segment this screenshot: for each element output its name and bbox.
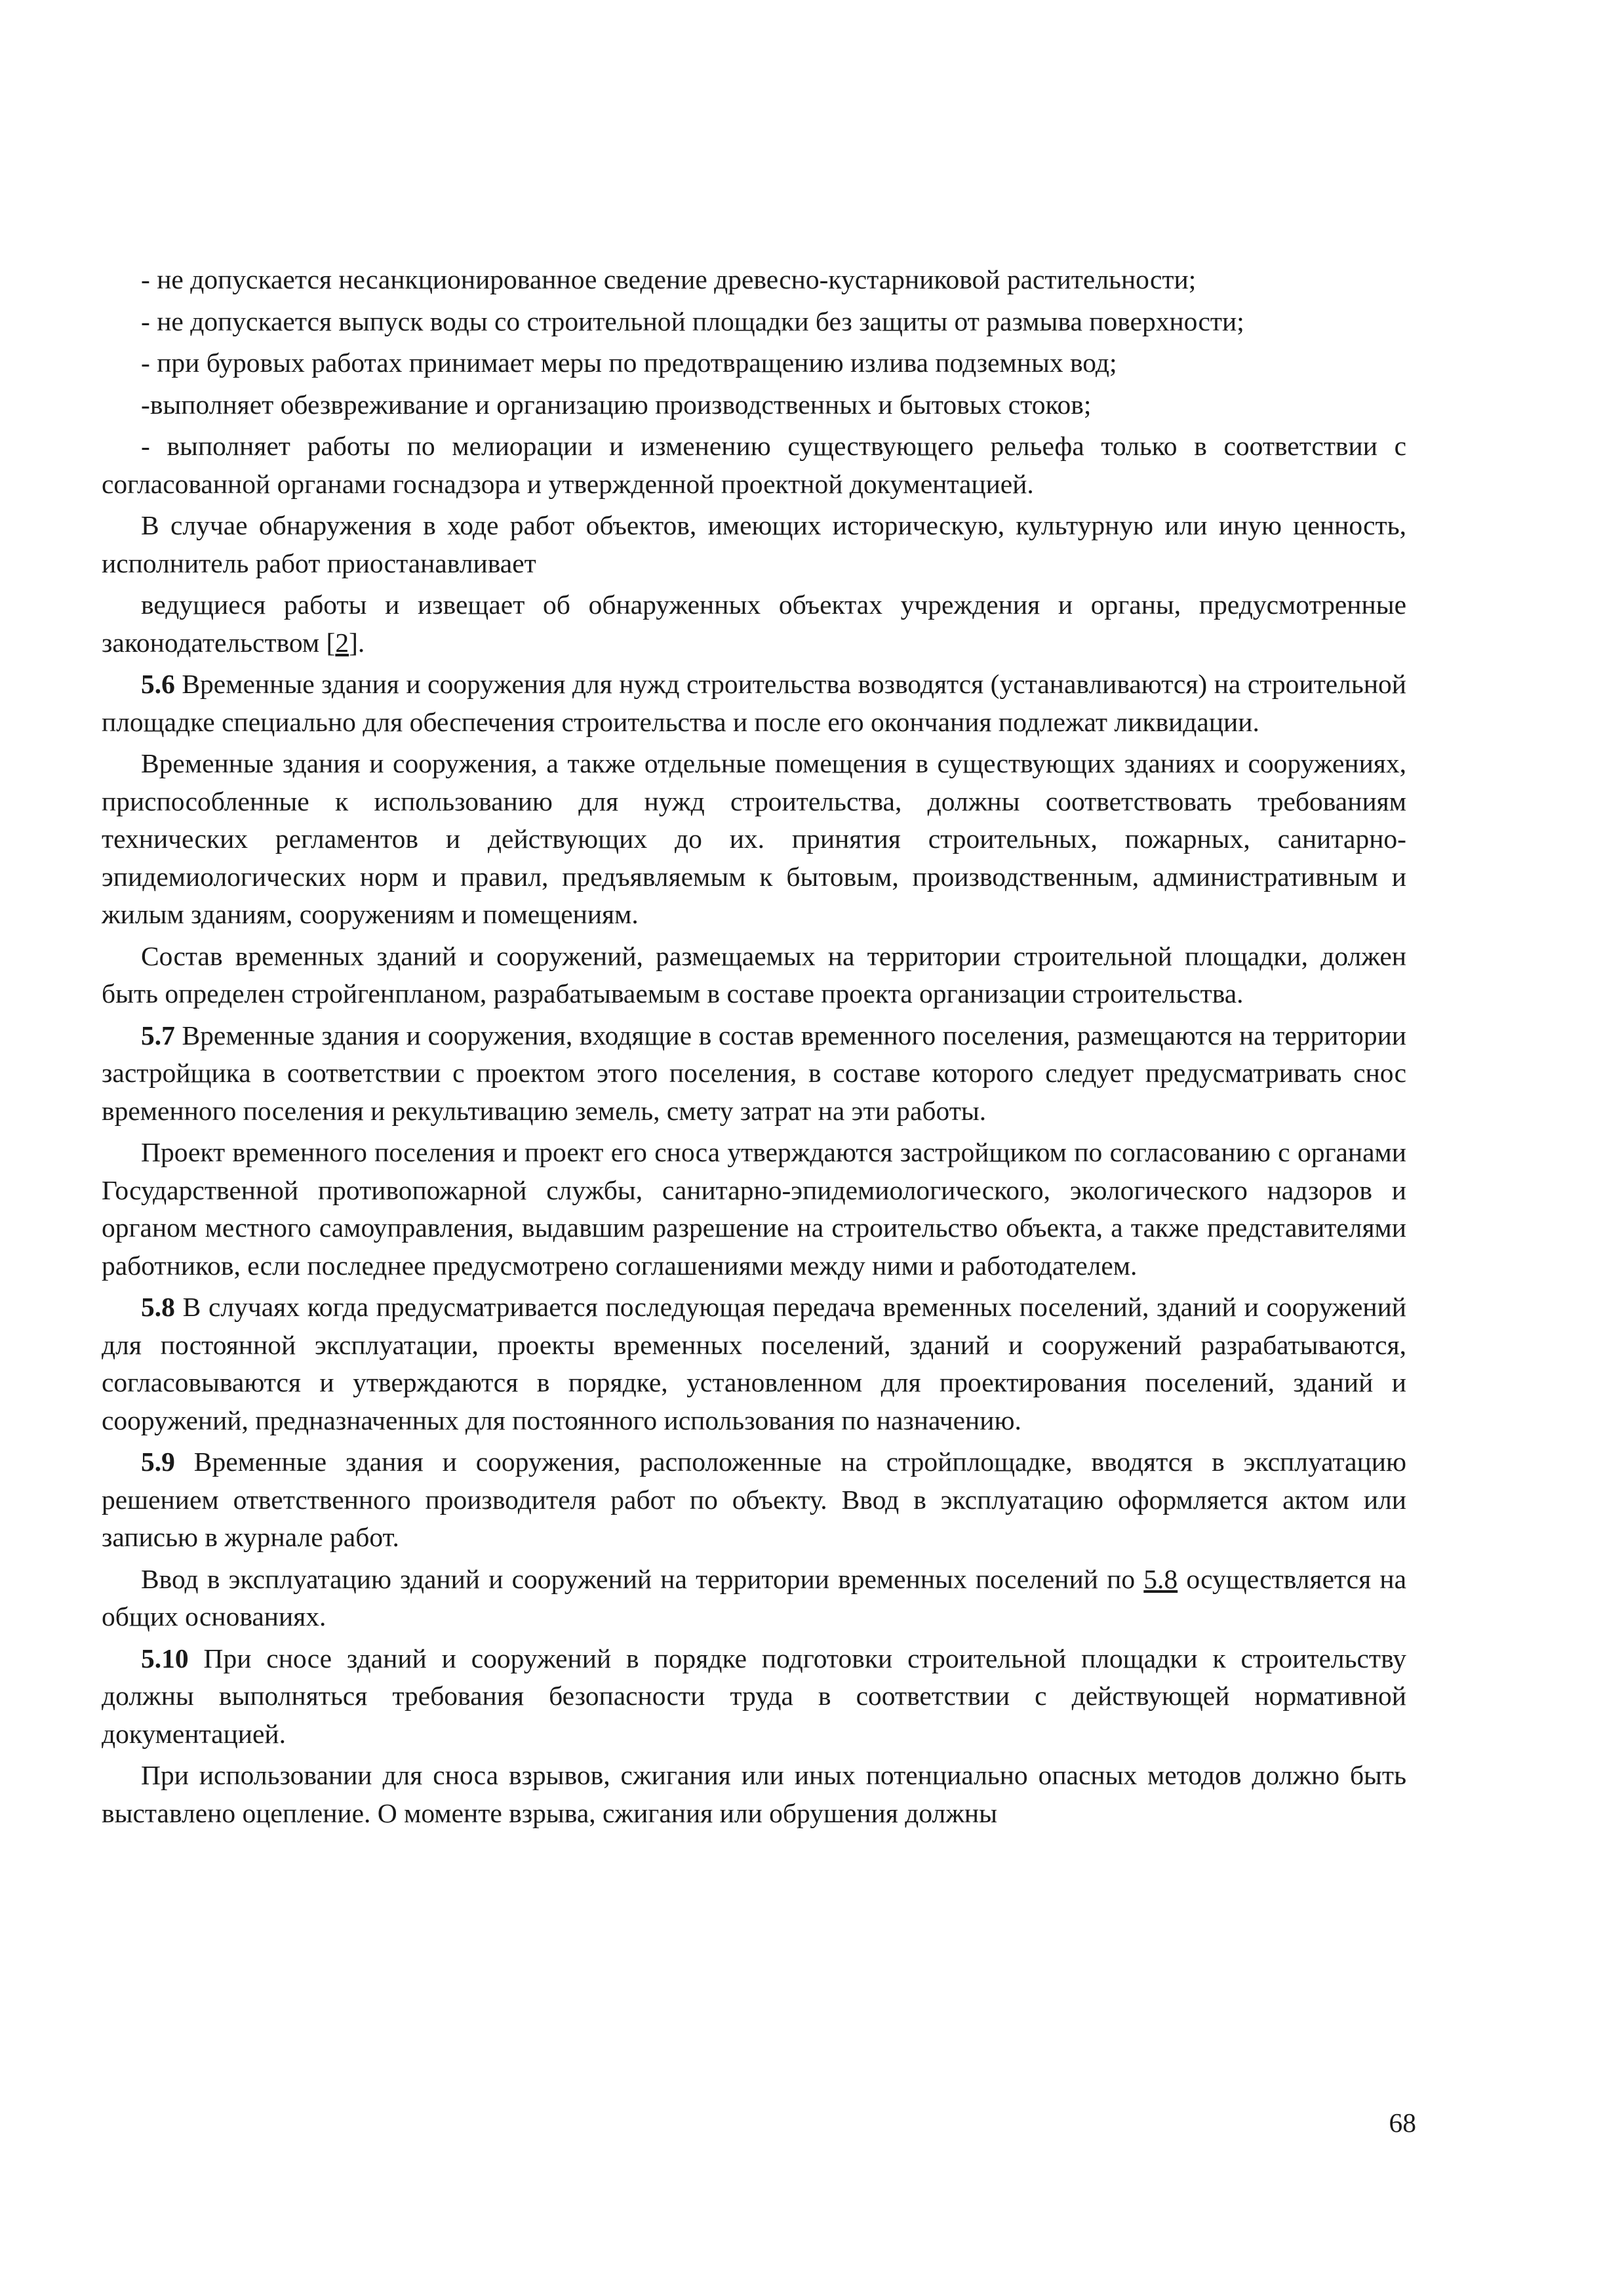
paragraph [102, 1561, 1406, 1636]
section-number: 5.6 [141, 669, 175, 699]
paragraph: - не допускается несанкционированное сведение древесно-кустарниковой растительности; [141, 264, 1197, 294]
paragraph: Состав временных зданий и сооружений, размещаемых на территории строительной площадки, должен быть определен стройгенпланом, разрабатываемым в составе проекта организации строительства. [102, 940, 1406, 1009]
body-text [102, 261, 1406, 1836]
section-5-6 [102, 666, 1406, 741]
paragraph: При использовании для сноса взрывов, сжигания или иных потенциально опасных методов должно быть выставлено оцепление. О моменте взрыва, сжигания или обрушения должны [102, 1760, 1406, 1828]
paragraph-text: ведущиеся работы и извещает об обнаруженных объектах учреждения и органы, предусмотренные законодательством [ [102, 590, 1406, 658]
section-5-8 [102, 1289, 1406, 1439]
section-text: В случаях когда предусматривается последующая передача временных поселений, зданий и сооружений для постоянной эксплуатации, проекты временных поселений, зданий и сооружений разрабатываются, согласовываются и утверждаются в порядке, установленном для проектирования поселений, зданий и сооружений, предназначенных для постоянного использования по назначению. [102, 1292, 1406, 1435]
section-number: 5.9 [141, 1447, 175, 1477]
page-number: 68 [1389, 2108, 1416, 2138]
section-number: 5.10 [141, 1643, 189, 1673]
paragraph-text: осуществляется на общих основаниях. [102, 1563, 1406, 1631]
section-number: 5.8 [141, 1292, 175, 1322]
section-text: При сносе зданий и сооружений в порядке подготовки строительной площадки к строительству должны выполняться требования безопасности труда в соответствии с действующей нормативной документацией. [102, 1643, 1406, 1749]
paragraph [102, 586, 1406, 662]
section-text: Временные здания и сооружения, расположенные на стройплощадке, вводятся в эксплуатацию решением ответственного производителя работ по объекту. Ввод в эксплуатацию оформляется актом или записью в журнале работ. [102, 1447, 1406, 1552]
paragraph: -выполняет обезвреживание и организацию производственных и бытовых стоков; [141, 389, 1092, 420]
section-number: 5.7 [141, 1020, 175, 1051]
paragraph: - выполняет работы по мелиорации и изменению существующего рельефа только в соответствии с согласованной органами госнадзора и утвержденной проектной документацией. [102, 431, 1406, 499]
paragraph: - при буровых работах принимает меры по предотвращению излива подземных вод; [141, 348, 1117, 378]
paragraph-text: ]. [349, 627, 365, 658]
section-text: Временные здания и сооружения, входящие в состав временного поселения, размещаются на территории застройщика в соответствии с проектом этого поселения, в составе которого следует предусматривать снос временного поселения и рекультивацию земель, смету затрат на эти работы. [102, 1020, 1406, 1126]
reference-link[interactable]: 2 [335, 627, 349, 658]
reference-link[interactable]: 5.8 [1143, 1563, 1178, 1594]
paragraph-text: Ввод в эксплуатацию зданий и сооружений на территории временных поселений по [141, 1563, 1144, 1594]
paragraph: Временные здания и сооружения, а также отдельные помещения в существующих зданиях и сооружениях, приспособленные к использованию для нужд строительства, должны соответствовать требованиям технических регламентов и действующих до их. принятия строительных, пожарных, санитарно-эпидемиологических норм и правил, предъявляемым к бытовым, производственным, административным и жилым зданиям, сооружениям и помещениям. [102, 748, 1406, 929]
paragraph: - не допускается выпуск воды со строительной площадки без защиты от размыва поверхности; [141, 306, 1244, 336]
section-5-9 [102, 1443, 1406, 1557]
section-text: Временные здания и сооружения для нужд строительства возводятся (устанавливаются) на строительной площадке специально для обеспечения строительства и после его окончания подлежат ликвидации. [102, 669, 1406, 737]
paragraph: Проект временного поселения и проект его сноса утверждаются застройщиком по согласованию с органами Государственной противопожарной службы, санитарно-эпидемиологического, экологического надзоров и органом местного самоуправления, выдавшим разрешение на строительство объекта, а также представителями работников, если последнее предусмотрено соглашениями между ними и работодателем. [102, 1137, 1406, 1281]
paragraph: В случае обнаружения в ходе работ объектов, имеющих историческую, культурную или иную ценность, исполнитель работ приостанавливает [102, 510, 1406, 578]
section-5-10 [102, 1640, 1406, 1753]
section-5-7 [102, 1017, 1406, 1131]
